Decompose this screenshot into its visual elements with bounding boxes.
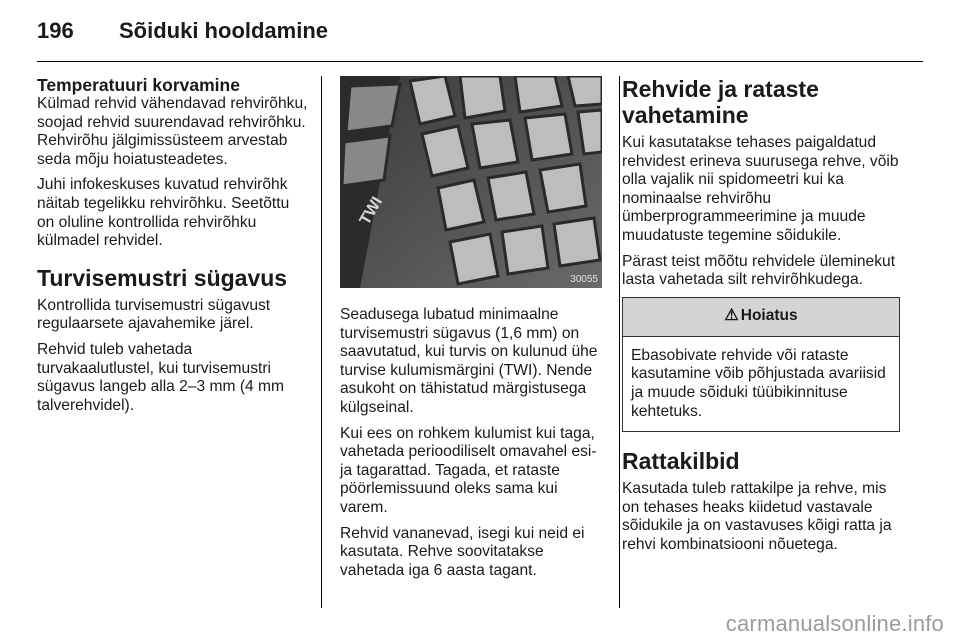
column-left bbox=[37, 76, 309, 422]
page-number: 196 bbox=[37, 18, 74, 43]
tire-tread-image bbox=[340, 76, 602, 288]
heading-wheel-covers: Rattakilbid bbox=[622, 448, 740, 475]
paragraph: Rehvid vananevad, isegi kui neid ei kasutata. Rehve soovitatakse vahetada iga 6 aasta tagant. bbox=[340, 524, 585, 579]
heading-tread-depth: Turvisemustri sügavus bbox=[37, 264, 288, 291]
warning-box bbox=[622, 297, 900, 432]
page-title: Sõiduki hooldamine bbox=[119, 18, 329, 43]
warning-text: Ebasobivate rehvide või rataste kasutamine võib põhjustada avariisid ja muude sõiduki tüübikinnituse kehtetuks. bbox=[631, 346, 886, 420]
paragraph: Seadusega lubatud minimaalne turvisemustri sügavus (1,6 mm) on saavutatud, kui turvis on kulunud ühe turvise kulumismärgini (TWI). Nende asukoht on tähistatud märgistusega külgseinal. bbox=[340, 306, 598, 416]
header-rule bbox=[37, 61, 923, 62]
paragraph: Külmad rehvid vähendavad rehvirõhku, soojad rehvid suurendavad rehvirõhku. Rehvirõhu jälgimissüsteem arvestab seda mõju hoiatusteadetes. bbox=[37, 95, 308, 168]
paragraph: Pärast teist mõõtu rehvidele üleminekut lasta vahetada silt rehvirõhkudega. bbox=[622, 252, 896, 289]
warning-triangle-icon: ⚠ bbox=[724, 307, 739, 325]
paragraph: Juhi infokeskuses kuvatud rehvirõhk näitab tegelikku rehvirõhku. Seetõttu on oluline kontrollida rehvirõhku külmadel rehvidel. bbox=[37, 176, 290, 250]
column-divider bbox=[321, 76, 322, 608]
warning-title: Hoiatus bbox=[740, 307, 798, 325]
watermark: carmanualsonline.info bbox=[725, 611, 944, 636]
column-divider bbox=[619, 76, 620, 608]
heading-temperature: Temperatuuri korvamine bbox=[37, 75, 240, 95]
paragraph: Kui ees on rohkem kulumist kui taga, vahetada perioodiliselt omavahel esi- ja tagarattad. Tagada, et rataste pöörlemissuund oleks sama kui varem. bbox=[340, 424, 597, 516]
paragraph: Rehvid tuleb vahetada turvakaalutlustel, kui turvisemustri sügavus langeb alla 2–3 mm (4 mm talverehvidel). bbox=[37, 340, 285, 414]
column-middle bbox=[340, 76, 605, 587]
heading-tire-change: Rehvide ja rataste vahetamine bbox=[622, 76, 819, 128]
paragraph: Kontrollida turvisemustri sügavust regulaarsete ajavahemike järel. bbox=[37, 296, 271, 333]
column-right bbox=[622, 76, 904, 562]
twi-marking: TWI bbox=[356, 194, 387, 228]
image-code: 30055 bbox=[570, 274, 598, 285]
warning-header bbox=[623, 298, 899, 337]
paragraph: Kui kasutatakse tehases paigaldatud rehvidest erineva suurusega rehve, võib olla vajalik nii spidomeetri kui ka nominaalse rehvirõhu ümberprogrammeerimine ja muude muudatuste tegemine sõidukile. bbox=[622, 134, 899, 244]
paragraph: Kasutada tuleb rattakilpe ja rehve, mis on tehases heaks kiidetud vastavale sõidukile ja on vastavuses kõigi ratta ja rehvi kombinatsiooni nõuetega. bbox=[622, 480, 892, 553]
